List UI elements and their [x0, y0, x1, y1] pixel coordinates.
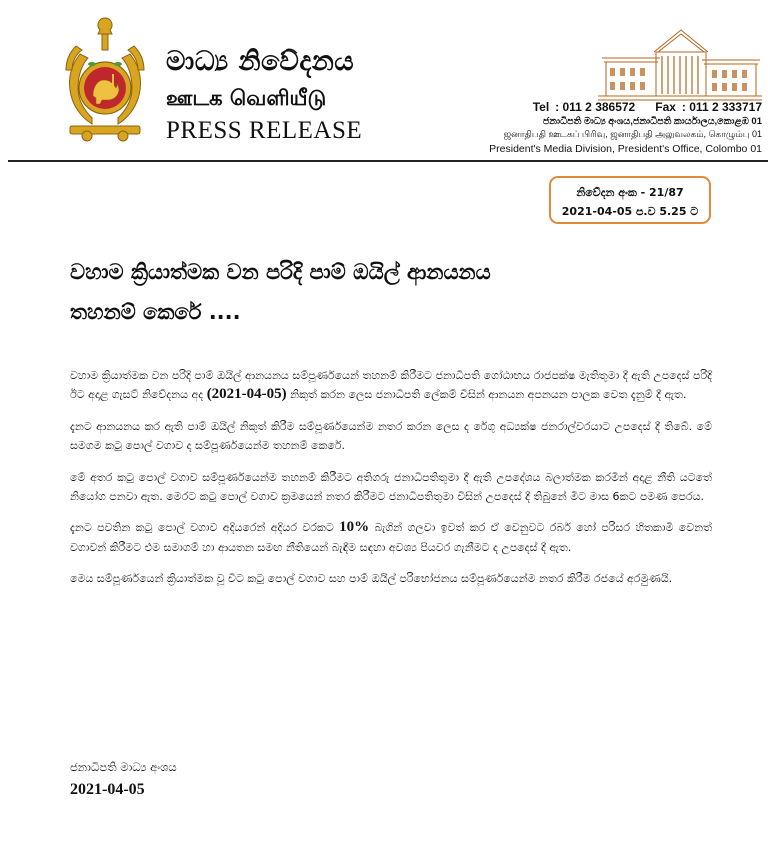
fax-value: : 011 2 333717 — [681, 100, 762, 114]
title-tamil: ஊடக வெளியீடு — [166, 86, 327, 110]
title-english: PRESS RELEASE — [166, 117, 363, 144]
paragraph: දැනට පවතින කටු පොල් වගාව අදියරෙන් අදියර වරකට 10% බැගින් ගලවා ඉවත් කර ඒ වෙනුවට රබර් හෝ පරිසර හිතකාමී වෙනත් වගාවන් කිරීමට එම සමාගම් හා ආයතන සමඟ නීතියෙන් බැඳීම සඳහා අවශ්‍ය පියවර ගැනීමට ද උපදෙස් දී ඇත. — [70, 519, 712, 554]
contact-details — [462, 100, 762, 155]
paragraph: මෙය සම්පූර්ණයෙන් ක්‍රියාත්මක වූ විට කටු පොල් වගාව සහ පාම් ඔයිල් පරිභෝජනය සම්පූර්ණයෙන්ම නතර කිරීම රජයේ අරමුණයි. — [70, 572, 673, 586]
signature-date: 2021-04-05 — [70, 781, 145, 798]
reference-box — [549, 176, 711, 224]
header-divider — [8, 160, 768, 162]
address-english: President's Media Division, President's Office, Colombo 01 — [489, 143, 762, 155]
tel-value: : 011 2 386572 — [555, 100, 636, 114]
phone-fax-line — [462, 100, 762, 114]
headline — [70, 252, 710, 332]
title-sinhala: මාධ්‍ය නිවේදනය — [166, 46, 355, 77]
sri-lanka-emblem-icon — [62, 14, 148, 144]
paragraph: මේ අතර කටු පොල් වගාව සම්පූර්ණයෙන්ම තහනම් කිරීමට අතිගරු ජනාධිපතිතුමා දී ඇති උපදේශය බලාත්මක කරමින් අදාළ නීති යටතේ නියෝග පනවා ඇත. මෙරට කටු පොල් වගාව ක්‍රමයෙන් නතර කිරීමට ජනාධිපතිතුමා විසින් උපදෙස් දී තිබුනේ මීට මාස 6කට පමණ පෙරය. — [70, 470, 712, 504]
presidents-office-building-icon — [596, 22, 764, 102]
address-sinhala: ජනාධිපති මාධ්‍ය අංශය,ජනාධිපති කාර්යාලය,කොළඹ 01 — [542, 116, 762, 127]
reference-datetime: 2021-04-05 ප.ව 5.25 ට — [561, 205, 699, 218]
signature-office: ජනාධිපති මාධ්‍ය අංශය — [70, 760, 177, 774]
headline-line-1: වහාම ක්‍රියාත්මක වන පරිදි පාම් ඔයිල් ආනයනය — [70, 260, 491, 284]
fax-label: Fax — [655, 100, 676, 114]
letterhead — [0, 0, 770, 160]
address-tamil: ஜனாதிபதி ஊடகப் பிரிவு, ஜனாதிபதி அலுவலகம், கொழும்பு 01 — [503, 129, 762, 139]
paragraph: දැනට ආනයනය කර ඇති පාම් ඔයිල් නිකුත් කිරීම සම්පූර්ණයෙන්ම නතර කරන ලෙස ද රේගු අධ්‍යක්ෂ ජනරාල්වරයාට උපදෙස් දී තිබේ. මේ සමගම කටු පොල් වගාව ද සම්පූර්ණයෙන්ම තහනම් කෙරේ. — [70, 419, 712, 453]
tel-label: Tel — [532, 100, 550, 114]
body-text — [70, 366, 712, 601]
reference-number: නිවේදන අංක - 21/87 — [576, 186, 684, 199]
headline-line-2: තහනම් කෙරේ .... — [70, 300, 241, 324]
paragraph: වහාම ක්‍රියාත්මක වන පරිදි පාම් ඔයිල් ආනයනය සම්පූර්ණයෙන් තහනම් කිරීමට ජනාධිපති ගෝඨාභය රාජපක්ෂ මැතිතුමා දී ඇති උපදෙස් පරිදි ඊට අදාළ ගැසට් නිවේදනය අද (2021-04-05) නිකුත් කරන ලෙස ජනාධිපති ලේකම් විසින් ආනයන අපනයන පාලක වෙත දැනුම් දී ඇත. — [70, 369, 712, 403]
